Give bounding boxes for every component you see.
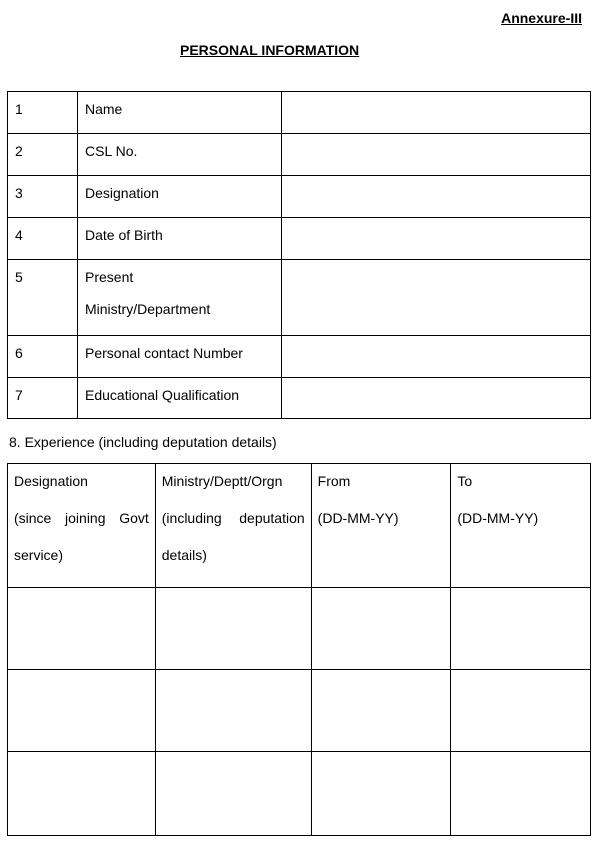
ministry-department-value-cell[interactable] — [282, 260, 591, 336]
row-number: 7 — [8, 378, 78, 419]
table-row — [8, 92, 591, 134]
experience-cell[interactable] — [451, 752, 591, 836]
field-label — [78, 260, 282, 336]
experience-cell[interactable] — [451, 670, 591, 752]
header-line: (since joining Govt — [14, 510, 149, 526]
table-row — [8, 218, 591, 260]
contact-number-value-cell[interactable] — [282, 336, 591, 378]
experience-table — [7, 463, 591, 836]
table-row — [8, 176, 591, 218]
experience-heading: 8. Experience (including deputation details) — [9, 434, 277, 450]
row-number: 6 — [8, 336, 78, 378]
header-line: details) — [161, 547, 207, 563]
table-row — [8, 378, 591, 419]
field-label: CSL No. — [78, 134, 282, 176]
personal-info-table — [7, 91, 591, 419]
field-label-line1: Present — [85, 269, 134, 285]
table-row — [8, 336, 591, 378]
experience-cell[interactable] — [155, 670, 311, 752]
field-label: Personal contact Number — [78, 336, 282, 378]
table-row — [8, 134, 591, 176]
csl-no-value-cell[interactable] — [282, 134, 591, 176]
header-line: Designation — [14, 473, 88, 489]
date-of-birth-value-cell[interactable] — [282, 218, 591, 260]
column-header-ministry — [155, 464, 311, 588]
experience-cell[interactable] — [8, 670, 156, 752]
field-label-line2: Ministry/Department — [85, 301, 211, 317]
name-value-cell[interactable] — [282, 92, 591, 134]
experience-cell[interactable] — [311, 588, 451, 670]
page-title: PERSONAL INFORMATION — [180, 42, 360, 58]
row-number: 1 — [8, 92, 78, 134]
experience-cell[interactable] — [311, 670, 451, 752]
header-line: Ministry/Deptt/Orgn — [161, 473, 283, 489]
qualification-value-cell[interactable] — [282, 378, 591, 419]
field-label: Name — [78, 92, 282, 134]
header-line: To — [457, 473, 473, 489]
experience-cell[interactable] — [8, 752, 156, 836]
row-number: 5 — [8, 260, 78, 336]
field-label: Date of Birth — [78, 218, 282, 260]
table-row — [8, 752, 591, 836]
field-label: Educational Qualification — [78, 378, 282, 419]
table-row — [8, 588, 591, 670]
experience-cell[interactable] — [155, 752, 311, 836]
experience-cell[interactable] — [451, 588, 591, 670]
header-line: From — [317, 473, 351, 489]
table-header-row — [8, 464, 591, 588]
experience-cell[interactable] — [311, 752, 451, 836]
column-header-from — [311, 464, 451, 588]
row-number: 4 — [8, 218, 78, 260]
header-line: (DD-MM-YY) — [457, 510, 539, 526]
table-row — [8, 670, 591, 752]
row-number: 3 — [8, 176, 78, 218]
column-header-to — [451, 464, 591, 588]
header-line: (DD-MM-YY) — [317, 510, 399, 526]
experience-cell[interactable] — [155, 588, 311, 670]
annexure-label: Annexure-III — [501, 10, 582, 26]
experience-cell[interactable] — [8, 588, 156, 670]
field-label: Designation — [78, 176, 282, 218]
row-number: 2 — [8, 134, 78, 176]
header-line: (including deputation — [161, 510, 305, 526]
table-row — [8, 260, 591, 336]
column-header-designation — [8, 464, 156, 588]
designation-value-cell[interactable] — [282, 176, 591, 218]
header-line: service) — [14, 547, 64, 563]
